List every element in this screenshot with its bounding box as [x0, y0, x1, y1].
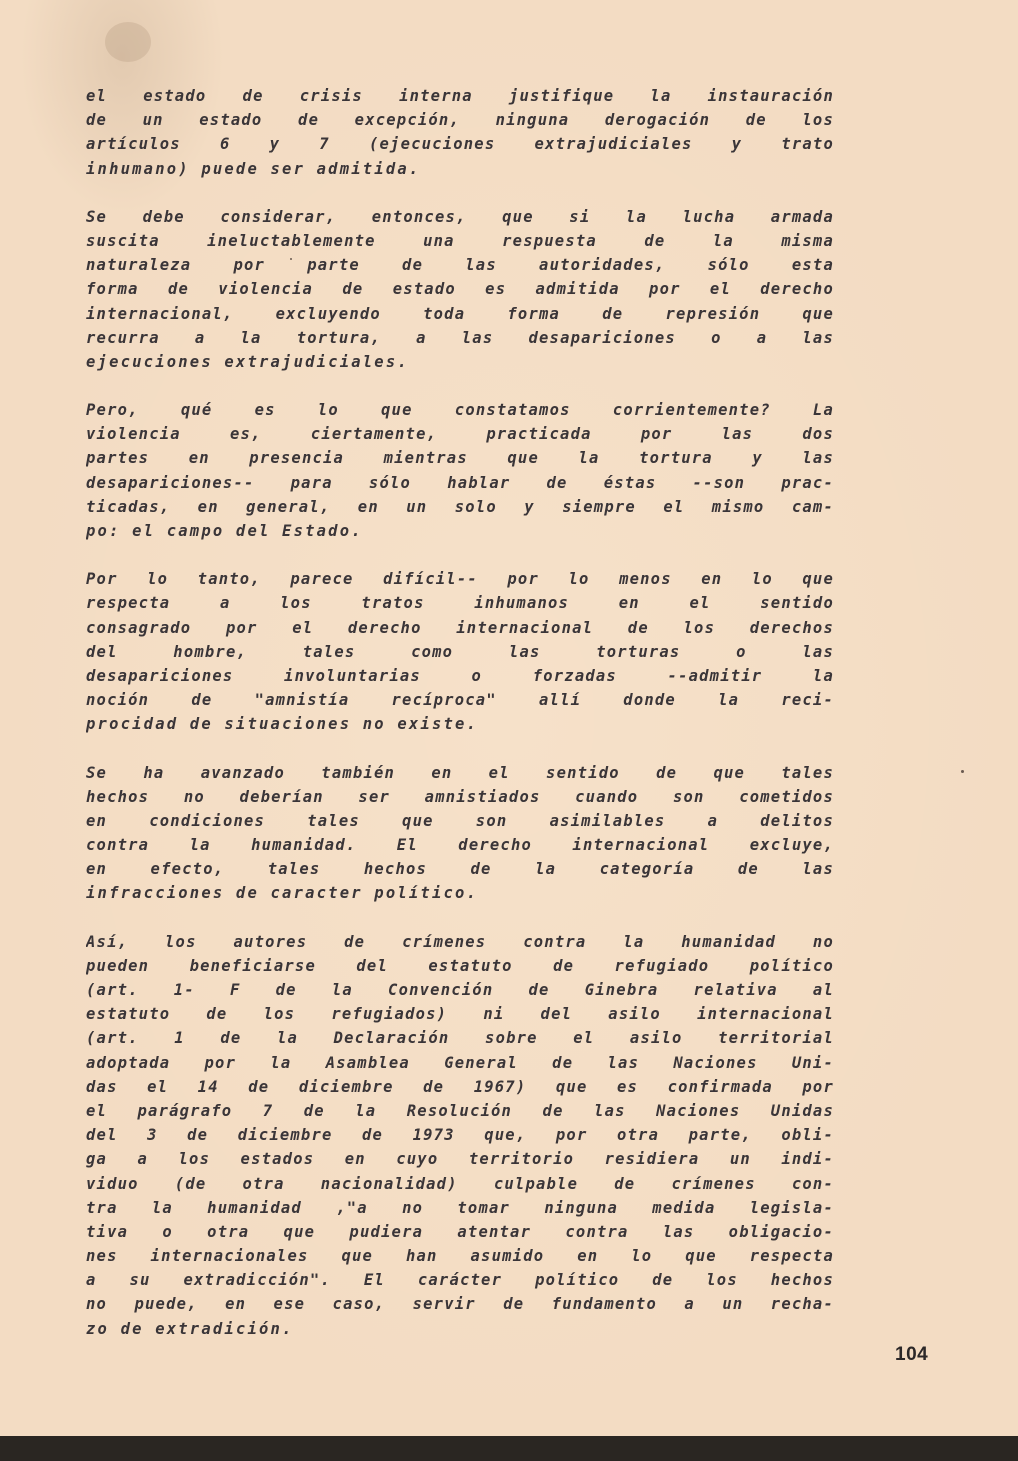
text-line: infracciones de caracter político. — [86, 884, 479, 903]
text-line: tiva o otra que pudiera atentar contra las obligacio- — [86, 1222, 834, 1241]
page-number: 104 — [895, 1344, 929, 1365]
text-line: de un estado de excepción, ninguna derogación de los — [86, 111, 834, 130]
text-line: hechos no deberían ser amnistiados cuando son cometidos — [86, 787, 834, 806]
text-line: respecta a los tratos inhumanos en el sentido — [86, 594, 834, 613]
paper-speck — [961, 770, 964, 773]
text-line: nes internacionales que han asumido en lo que respecta — [86, 1247, 834, 1266]
text-line: consagrado por el derecho internacional de los derechos — [86, 618, 834, 637]
text-line: viduo (de otra nacionalidad) culpable de crímenes con- — [86, 1174, 834, 1193]
text-line: (art. 1 de la Declaración sobre el asilo territorial — [86, 1029, 834, 1048]
paragraph — [86, 930, 834, 1341]
text-line: inhumano) puede ser admitida. — [86, 159, 421, 178]
text-line: Pero, qué es lo que constatamos corrientemente? La — [86, 401, 834, 420]
text-line: suscita ineluctablemente una respuesta de la misma — [86, 231, 834, 250]
text-line: a su extradicción". El carácter político de los hechos — [86, 1271, 834, 1290]
text-line: pueden beneficiarse del estatuto de refugiado político — [86, 956, 834, 975]
paragraph — [86, 205, 834, 374]
text-line: Se debe considerar, entonces, que si la lucha armada — [86, 207, 834, 226]
paragraph — [86, 398, 834, 543]
paragraph — [86, 84, 834, 181]
text-line: tra la humanidad ,"a no tomar ninguna medida legisla- — [86, 1198, 834, 1217]
text-line: forma de violencia de estado es admitida por el derecho — [86, 280, 834, 299]
text-line: del hombre, tales como las torturas o las — [86, 642, 834, 661]
text-line: desapariciones involuntarias o forzadas --admitir la — [86, 666, 834, 685]
text-line: desapariciones-- para sólo hablar de éstas --son prac- — [86, 473, 834, 492]
text-line: partes en presencia mientras que la tortura y las — [86, 449, 834, 468]
body-text — [86, 84, 834, 1365]
text-line: zo de extradición. — [86, 1319, 294, 1338]
text-line: Por lo tanto, parece difícil-- por lo menos en lo que — [86, 570, 834, 589]
text-line: das el 14 de diciembre de 1967) que es confirmada por — [86, 1077, 834, 1096]
text-line: po: el campo del Estado. — [86, 522, 363, 540]
text-line: el estado de crisis interna justifique la instauración — [86, 87, 834, 105]
text-line: Se ha avanzado también en el sentido de que tales — [86, 763, 834, 782]
text-line: artículos 6 y 7 (ejecuciones extrajudiciales y trato — [86, 135, 834, 154]
text-line: violencia es, ciertamente, practicada por las dos — [86, 425, 834, 444]
text-line: recurra a la tortura, a las desapariciones o a las — [86, 328, 834, 347]
paragraph — [86, 567, 834, 736]
text-line: en efecto, tales hechos de la categoría de las — [86, 860, 834, 879]
text-line: procidad de situaciones no existe. — [86, 715, 479, 734]
paper-stain — [105, 22, 151, 62]
text-line: ticadas, en general, en un solo y siempre el mismo cam- — [86, 497, 834, 516]
text-line: noción de "amnistía recíproca" allí donde la reci- — [86, 691, 834, 710]
text-line: ga a los estados en cuyo territorio residiera un indi- — [86, 1150, 834, 1169]
text-line: el parágrafo 7 de la Resolución de las Naciones Unidas — [86, 1101, 834, 1120]
scan-border — [0, 1436, 1018, 1461]
text-line: no puede, en ese caso, servir de fundamento a un recha- — [86, 1295, 834, 1314]
text-line: ejecuciones extrajudiciales. — [86, 352, 409, 371]
text-line: internacional, excluyendo toda forma de represión que — [86, 304, 834, 323]
text-line: del 3 de diciembre de 1973 que, por otra parte, obli- — [86, 1126, 834, 1145]
text-line: adoptada por la Asamblea General de las Naciones Uni- — [86, 1053, 834, 1072]
text-line: estatuto de los refugiados) ni del asilo internacional — [86, 1005, 834, 1024]
text-line: (art. 1- F de la Convención de Ginebra relativa al — [86, 981, 834, 999]
text-line: en condiciones tales que son asimilables a delitos — [86, 811, 834, 830]
text-line: Así, los autores de crímenes contra la humanidad no — [86, 932, 834, 951]
text-line: naturaleza por parte de las autoridades, sólo esta — [86, 256, 834, 275]
text-line: contra la humanidad. El derecho internacional excluye, — [86, 836, 834, 855]
paragraph — [86, 761, 834, 906]
